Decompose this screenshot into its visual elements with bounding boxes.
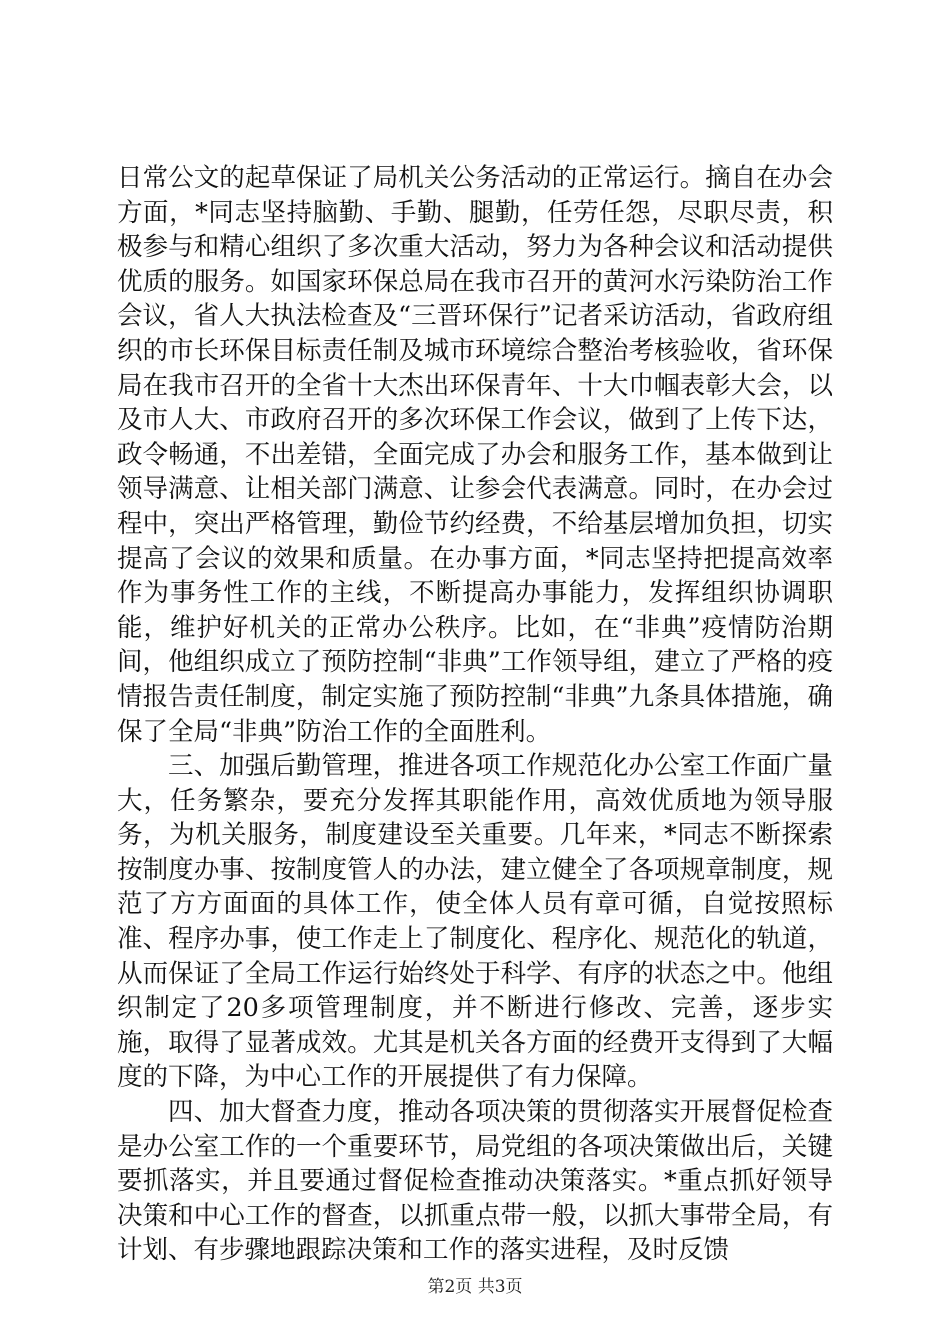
paragraph-3: 四、加大督查力度，推动各项决策的贯彻落实开展督促检查是办公室工作的一个重要环节，局党组的各项决策做出后，关键要抓落实，并且要通过督促检查推动决策落实。*重点抓好领导决策和中心工作的督查，以抓重点带一般，以抓大事带全局，有计划、有步骤地跟踪决策和工作的落实进程，及时反馈 — [117, 1097, 833, 1266]
document-body — [117, 161, 833, 1268]
paragraph-1: 日常公文的起草保证了局机关公务活动的正常运行。摘自在办会方面，*同志坚持脑勤、手勤、腿勤，任劳任怨，尽职尽责，积极参与和精心组织了多次重大活动，努力为各种会议和活动提供优质的服务。如国家环保总局在我市召开的黄河水污染防治工作会议，省人大执法检查及“三晋环保行”记者采访活动，省政府组织的市长环保目标责任制及城市环境综合整治考核验收，省环保局在我市召开的全省十大杰出环保青年、十大巾帼表彰大会，以及市人大、市政府召开的多次环保工作会议，做到了上传下达，政令畅通，不出差错，全面完成了办会和服务工作，基本做到让领导满意、让相关部门满意、让参会代表满意。同时，在办会过程中，突出严格管理，勤俭节约经费，不给基层增加负担，切实提高了会议的效果和质量。在办事方面，*同志坚持把提高效率作为事务性工作的主线，不断提高办事能力，发挥组织协调职能，维护好机关的正常办公秩序。比如，在“非典”疫情防治期间，他组织成立了预防控制“非典”工作领导组，建立了严格的疫情报告责任制度，制定实施了预防控制“非典”九条具体措施，确保了全局“非典”防治工作的全面胜利。 — [117, 163, 833, 747]
paragraph-2: 三、加强后勤管理，推进各项工作规范化办公室工作面广量大，任务繁杂，要充分发挥其职能作用，高效优质地为领导服务，为机关服务，制度建设至关重要。几年来，*同志不断探索按制度办事、按制度管人的办法，建立健全了各项规章制度，规范了方方面面的具体工作，使全体人员有章可循，自觉按照标准、程序办事，使工作走上了制度化、程序化、规范化的轨道，从而保证了全局工作运行始终处于科学、有序的状态之中。他组织制定了20多项管理制度，并不断进行修改、完善，逐步实施，取得了显著成效。尤其是机关各方面的经费开支得到了大幅度的下降，为中心工作的开展提供了有力保障。 — [117, 751, 833, 1093]
page-footer: 第2页 共3页 — [427, 1277, 523, 1297]
